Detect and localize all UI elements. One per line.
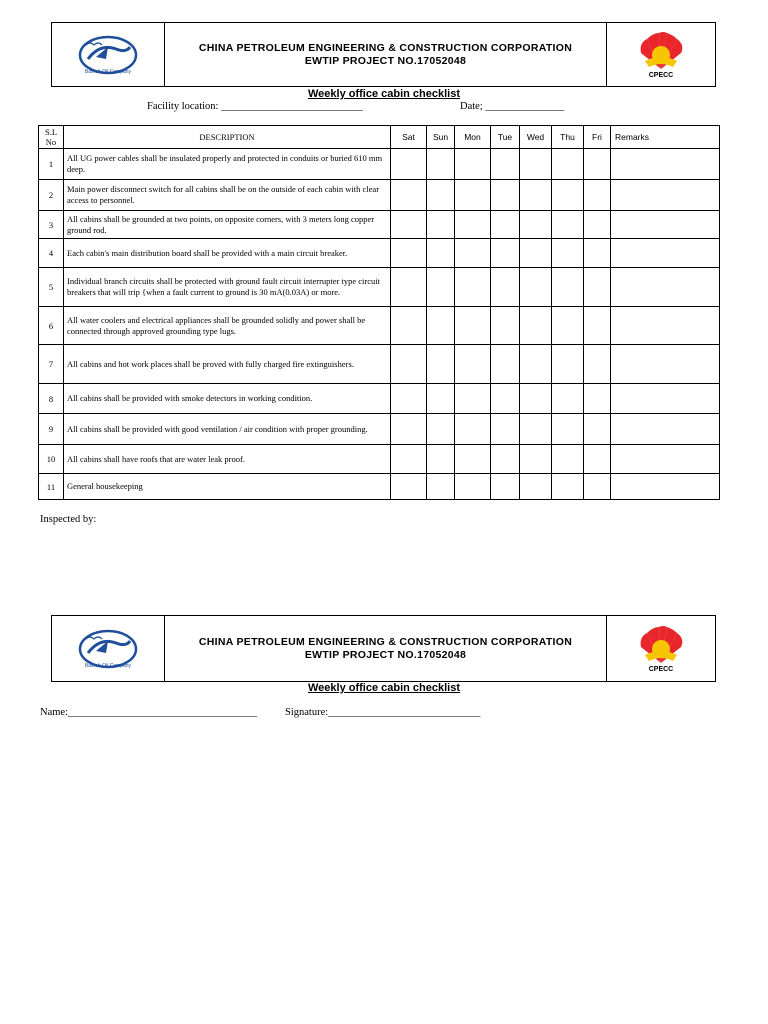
- check-cell-wed[interactable]: [520, 211, 552, 239]
- check-cell-mon[interactable]: [455, 211, 491, 239]
- check-cell-fri[interactable]: [584, 180, 611, 211]
- remarks-cell[interactable]: [611, 180, 720, 211]
- check-cell-sat[interactable]: [391, 149, 427, 180]
- basrah-oil-logo-2: [52, 616, 165, 681]
- check-cell-thu[interactable]: [552, 211, 584, 239]
- check-cell-sun[interactable]: [427, 268, 455, 307]
- check-cell-wed[interactable]: [520, 149, 552, 180]
- check-cell-tue[interactable]: [491, 474, 520, 500]
- check-cell-sat[interactable]: [391, 345, 427, 384]
- table-row: [39, 180, 720, 211]
- check-cell-sun[interactable]: [427, 414, 455, 445]
- cpecc-logo: [606, 23, 715, 86]
- remarks-cell[interactable]: [611, 445, 720, 474]
- remarks-cell[interactable]: [611, 345, 720, 384]
- checklist-title: Weekly office cabin checklist: [307, 88, 461, 100]
- check-cell-tue[interactable]: [491, 268, 520, 307]
- date-field: Date; _______________: [460, 101, 565, 112]
- remarks-cell[interactable]: [611, 414, 720, 445]
- check-cell-mon[interactable]: [455, 384, 491, 414]
- check-cell-thu[interactable]: [552, 149, 584, 180]
- cpecc-shell-logo-icon: [633, 31, 689, 71]
- day-header-fri: Fri: [584, 126, 611, 149]
- cpecc-logo-text-2: CPECC: [648, 665, 674, 673]
- check-cell-sun[interactable]: [427, 345, 455, 384]
- row-sl-number: 1: [39, 149, 64, 180]
- check-cell-mon[interactable]: [455, 414, 491, 445]
- check-cell-sat[interactable]: [391, 180, 427, 211]
- row-description: All UG power cables shall be insulated properly and protected in conduits or buried 610 mm deep.: [64, 149, 391, 180]
- check-cell-tue[interactable]: [491, 414, 520, 445]
- second-page-header: [51, 615, 716, 682]
- table-row: [39, 414, 720, 445]
- check-cell-sat[interactable]: [391, 268, 427, 307]
- check-cell-sun[interactable]: [427, 474, 455, 500]
- check-cell-mon[interactable]: [455, 307, 491, 345]
- inspected-by-label: Inspected by:: [40, 514, 97, 525]
- check-cell-sat[interactable]: [391, 211, 427, 239]
- check-cell-fri[interactable]: [584, 211, 611, 239]
- check-cell-wed[interactable]: [520, 345, 552, 384]
- check-cell-thu[interactable]: [552, 474, 584, 500]
- svg-text:Basrah Oil Company: Basrah Oil Company: [84, 68, 132, 75]
- table-row: [39, 384, 720, 414]
- check-cell-thu[interactable]: [552, 180, 584, 211]
- remarks-cell[interactable]: [611, 149, 720, 180]
- check-cell-thu[interactable]: [552, 268, 584, 307]
- cpecc-shell-logo-icon: [633, 625, 689, 665]
- check-cell-sun[interactable]: [427, 384, 455, 414]
- check-cell-sat[interactable]: [391, 414, 427, 445]
- check-cell-wed[interactable]: [520, 474, 552, 500]
- row-sl-number: 3: [39, 211, 64, 239]
- check-cell-sat[interactable]: [391, 474, 427, 500]
- check-cell-wed[interactable]: [520, 239, 552, 268]
- check-cell-thu[interactable]: [552, 307, 584, 345]
- day-header-sun: Sun: [427, 126, 455, 149]
- row-description: All cabins shall be grounded at two points, on opposite corners, with 3 meters long copper ground rod.: [64, 211, 391, 239]
- day-header-wed: Wed: [520, 126, 552, 149]
- check-cell-tue[interactable]: [491, 345, 520, 384]
- project-number-2: EWTIP PROJECT NO.17052048: [304, 648, 467, 661]
- row-description: Main power disconnect switch for all cabins shall be on the outside of each cabin with clear access to personnel.: [64, 180, 391, 211]
- check-cell-mon[interactable]: [455, 345, 491, 384]
- table-row: [39, 345, 720, 384]
- row-sl-number: 11: [39, 474, 64, 500]
- cpecc-logo-2: [606, 616, 715, 681]
- table-row: [39, 268, 720, 307]
- check-cell-sat[interactable]: [391, 307, 427, 345]
- row-sl-number: 4: [39, 239, 64, 268]
- remarks-cell[interactable]: [611, 307, 720, 345]
- check-cell-fri[interactable]: [584, 239, 611, 268]
- signature-field: Signature:_____________________________: [285, 707, 481, 718]
- check-cell-mon[interactable]: [455, 474, 491, 500]
- table-row: [39, 307, 720, 345]
- table-row: [39, 474, 720, 500]
- check-cell-wed[interactable]: [520, 384, 552, 414]
- check-cell-fri[interactable]: [584, 384, 611, 414]
- check-cell-tue[interactable]: [491, 307, 520, 345]
- checklist-title-2: Weekly office cabin checklist: [307, 682, 461, 694]
- row-sl-number: 10: [39, 445, 64, 474]
- row-description: All cabins shall be provided with smoke detectors in working condition.: [64, 384, 391, 414]
- row-description: All cabins and hot work places shall be proved with fully charged fire extinguishers.: [64, 345, 391, 384]
- check-cell-sat[interactable]: [391, 239, 427, 268]
- check-cell-sat[interactable]: [391, 445, 427, 474]
- remarks-header: Remarks: [611, 126, 720, 149]
- check-cell-sun[interactable]: [427, 239, 455, 268]
- table-row: [39, 211, 720, 239]
- check-cell-mon[interactable]: [455, 180, 491, 211]
- check-cell-sat[interactable]: [391, 384, 427, 414]
- basrah-oil-logo: [52, 23, 165, 86]
- project-number: EWTIP PROJECT NO.17052048: [304, 54, 467, 67]
- check-cell-fri[interactable]: [584, 474, 611, 500]
- check-cell-tue[interactable]: [491, 384, 520, 414]
- row-sl-number: 5: [39, 268, 64, 307]
- check-cell-thu[interactable]: [552, 414, 584, 445]
- company-header-text-2: [165, 616, 606, 681]
- check-cell-wed[interactable]: [520, 268, 552, 307]
- description-header: DESCRIPTION: [64, 126, 391, 149]
- check-cell-sun[interactable]: [427, 180, 455, 211]
- check-cell-sun[interactable]: [427, 445, 455, 474]
- row-sl-number: 7: [39, 345, 64, 384]
- check-cell-thu[interactable]: [552, 384, 584, 414]
- check-cell-wed[interactable]: [520, 180, 552, 211]
- row-sl-number: 2: [39, 180, 64, 211]
- name-field: Name:____________________________________: [40, 707, 257, 718]
- check-cell-mon[interactable]: [455, 268, 491, 307]
- check-cell-wed[interactable]: [520, 445, 552, 474]
- check-cell-mon[interactable]: [455, 445, 491, 474]
- check-cell-tue[interactable]: [491, 211, 520, 239]
- check-cell-tue[interactable]: [491, 239, 520, 268]
- check-cell-tue[interactable]: [491, 180, 520, 211]
- company-header-text: [165, 23, 606, 86]
- svg-text:Basrah Oil Company: Basrah Oil Company: [84, 662, 132, 669]
- check-cell-sun[interactable]: [427, 211, 455, 239]
- remarks-cell[interactable]: [611, 384, 720, 414]
- table-row: [39, 239, 720, 268]
- check-cell-sun[interactable]: [427, 307, 455, 345]
- table-row: [39, 149, 720, 180]
- basrah-oil-logo-icon: [76, 33, 140, 77]
- check-cell-fri[interactable]: [584, 268, 611, 307]
- check-cell-thu[interactable]: [552, 239, 584, 268]
- row-description: All cabins shall be provided with good ventilation / air condition with proper grounding.: [64, 414, 391, 445]
- row-description: Each cabin's main distribution board shall be provided with a main circuit breaker.: [64, 239, 391, 268]
- day-header-mon: Mon: [455, 126, 491, 149]
- check-cell-fri[interactable]: [584, 307, 611, 345]
- check-cell-mon[interactable]: [455, 149, 491, 180]
- remarks-cell[interactable]: [611, 239, 720, 268]
- remarks-cell[interactable]: [611, 268, 720, 307]
- company-name: CHINA PETROLEUM ENGINEERING & CONSTRUCTION CORPORATION: [198, 41, 573, 54]
- check-cell-wed[interactable]: [520, 307, 552, 345]
- row-description: General housekeeping: [64, 474, 391, 500]
- row-description: All cabins shall have roofs that are water leak proof.: [64, 445, 391, 474]
- check-cell-fri[interactable]: [584, 149, 611, 180]
- check-cell-tue[interactable]: [491, 149, 520, 180]
- table-row: [39, 445, 720, 474]
- row-sl-number: 6: [39, 307, 64, 345]
- row-description: All water coolers and electrical appliances shall be grounded solidly and power shall be connected through approved grounding type lugs.: [64, 307, 391, 345]
- day-header-thu: Thu: [552, 126, 584, 149]
- check-cell-sun[interactable]: [427, 149, 455, 180]
- remarks-cell[interactable]: [611, 474, 720, 500]
- check-cell-fri[interactable]: [584, 345, 611, 384]
- check-cell-tue[interactable]: [491, 445, 520, 474]
- row-sl-number: 8: [39, 384, 64, 414]
- check-cell-fri[interactable]: [584, 414, 611, 445]
- basrah-oil-logo-icon: [76, 627, 140, 671]
- sl-no-header: S.L No: [39, 126, 64, 149]
- cpecc-logo-text: CPECC: [648, 71, 674, 79]
- page-header: [51, 22, 716, 87]
- facility-location-field: Facility location: ___________________________: [147, 101, 363, 112]
- row-description: Individual branch circuits shall be protected with ground fault circuit interrupter type circuit breakers that will trip {when a fault current to ground is 30 mA(0.03A) or more.: [64, 268, 391, 307]
- check-cell-mon[interactable]: [455, 239, 491, 268]
- day-header-tue: Tue: [491, 126, 520, 149]
- check-cell-thu[interactable]: [552, 445, 584, 474]
- day-header-sat: Sat: [391, 126, 427, 149]
- check-cell-fri[interactable]: [584, 445, 611, 474]
- checklist-table: [38, 125, 720, 500]
- row-sl-number: 9: [39, 414, 64, 445]
- remarks-cell[interactable]: [611, 211, 720, 239]
- table-header-row: [39, 126, 720, 149]
- check-cell-wed[interactable]: [520, 414, 552, 445]
- check-cell-thu[interactable]: [552, 345, 584, 384]
- company-name-2: CHINA PETROLEUM ENGINEERING & CONSTRUCTION CORPORATION: [198, 635, 573, 648]
